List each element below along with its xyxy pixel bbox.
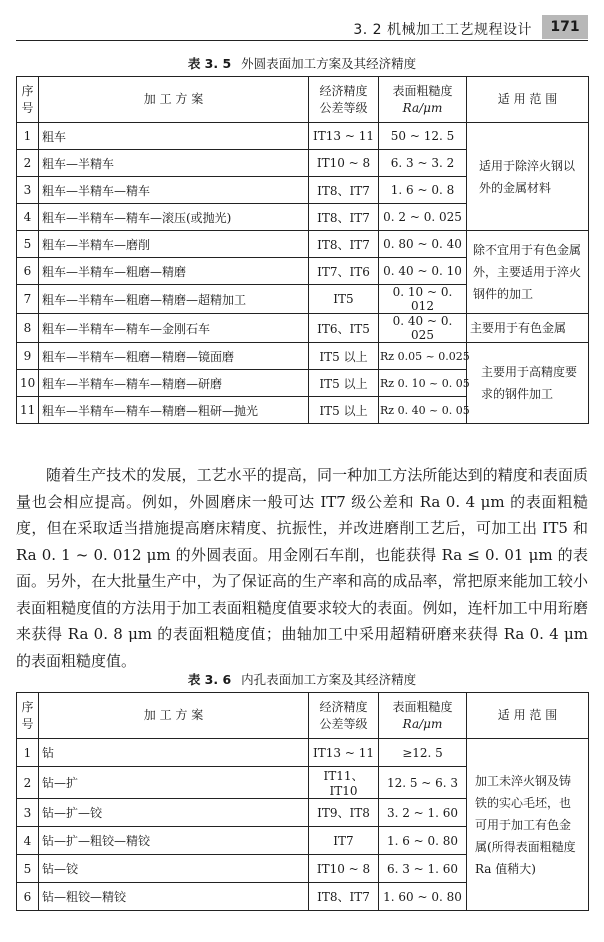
table-caption bbox=[0, 54, 604, 72]
cell-seq: 9 bbox=[17, 343, 39, 370]
cell-grade: IT5 以上 bbox=[309, 397, 379, 424]
cell-roughness: 6. 3 ~ 3. 2 bbox=[379, 150, 467, 177]
cell-seq: 7 bbox=[17, 285, 39, 314]
cell-grade: IT5 bbox=[309, 285, 379, 314]
cell-seq: 6 bbox=[17, 883, 39, 911]
cell-seq: 6 bbox=[17, 258, 39, 285]
cell-roughness: 1. 6 ~ 0. 8 bbox=[379, 177, 467, 204]
cell-seq: 3 bbox=[17, 177, 39, 204]
table-header-row bbox=[17, 77, 589, 123]
cell-seq: 4 bbox=[17, 204, 39, 231]
table-row bbox=[17, 739, 589, 767]
table-outer-surface bbox=[16, 76, 589, 424]
paragraph-text: 随着生产技术的发展，工艺水平的提高，同一种加工方法所能达到的精度和表面质量也会相应提高。例如，外圆磨床一般可达 IT7 级公差和 Ra 0. 4 μm 的表面粗糙度，但在采取适当措施提高磨床精度、抗振性，并改进磨削工艺后，可加工出 IT5 和 Ra 0. 1 ~ 0. 012 μm 的外圆表面。用金刚石车削，也能获得 Ra ≤ 0. 01 μm 的表面。另外，在大批量生产中，为了保证高的生产率和高的成品率，常把原来能加工较小表面粗糙度值的方法用于加工表面粗糙度值要求较大的表面。例如，连杆加工中用珩磨来获得 Ra 0. 8 μm 的表面粗糙度值；曲轴加工中采用超精研磨来获得 Ra 0. 4 μm 的表面粗糙度值。 bbox=[16, 466, 588, 670]
cell-plan: 钻—扩—粗铰—精铰 bbox=[39, 827, 309, 855]
header-plan: 加 工 方 案 bbox=[39, 77, 309, 123]
cell-seq: 11 bbox=[17, 397, 39, 424]
table-number: 表 3. 6 bbox=[187, 672, 232, 687]
cell-roughness: Rz 0. 40 ~ 0. 05 bbox=[379, 397, 467, 424]
cell-scope: 除不宜用于有色金属外，主要适用于淬火钢件的加工 bbox=[467, 231, 589, 314]
header-grade: 经济精度 公差等级 bbox=[309, 77, 379, 123]
cell-roughness: 12. 5 ~ 6. 3 bbox=[379, 767, 467, 799]
cell-plan: 粗车—半精车 bbox=[39, 150, 309, 177]
cell-seq: 10 bbox=[17, 370, 39, 397]
table-number: 表 3. 5 bbox=[187, 56, 232, 71]
cell-roughness: 1. 60 ~ 0. 80 bbox=[379, 883, 467, 911]
table-row bbox=[17, 231, 589, 258]
table-title: 内孔表面加工方案及其经济精度 bbox=[241, 672, 417, 687]
header-seq: 序 号 bbox=[17, 693, 39, 739]
cell-seq: 3 bbox=[17, 799, 39, 827]
cell-scope: 加工未淬火钢及铸铁的实心毛坯，也可用于加工有色金属(所得表面粗糙度 Ra 值稍大) bbox=[467, 739, 589, 911]
table-row bbox=[17, 343, 589, 370]
cell-plan: 粗车—半精车—粗磨—精磨—超精加工 bbox=[39, 285, 309, 314]
cell-grade: IT10 ~ 8 bbox=[309, 150, 379, 177]
header-scope: 适 用 范 围 bbox=[467, 693, 589, 739]
cell-roughness: 6. 3 ~ 1. 60 bbox=[379, 855, 467, 883]
cell-seq: 5 bbox=[17, 855, 39, 883]
cell-grade: IT8、IT7 bbox=[309, 204, 379, 231]
cell-roughness: Rz 0.05 ~ 0.025 bbox=[379, 343, 467, 370]
cell-plan: 钻—铰 bbox=[39, 855, 309, 883]
cell-scope: 主要用于有色金属 bbox=[467, 314, 589, 343]
cell-plan: 粗车—半精车—精车—精磨—粗研—抛光 bbox=[39, 397, 309, 424]
table-row bbox=[17, 314, 589, 343]
cell-seq: 2 bbox=[17, 767, 39, 799]
page-number: 171 bbox=[542, 15, 588, 39]
cell-grade: IT8、IT7 bbox=[309, 177, 379, 204]
table-header-row bbox=[17, 693, 589, 739]
cell-grade: IT5 以上 bbox=[309, 370, 379, 397]
cell-roughness: 0. 10 ~ 0. 012 bbox=[379, 285, 467, 314]
cell-scope: 主要用于高精度要求的钢件加工 bbox=[467, 343, 589, 424]
cell-scope: 适用于除淬火钢以外的金属材料 bbox=[467, 123, 589, 231]
cell-plan: 钻 bbox=[39, 739, 309, 767]
cell-grade: IT9、IT8 bbox=[309, 799, 379, 827]
cell-roughness: 0. 40 ~ 0. 10 bbox=[379, 258, 467, 285]
cell-grade: IT8、IT7 bbox=[309, 883, 379, 911]
cell-grade: IT13 ~ 11 bbox=[309, 123, 379, 150]
body-paragraph bbox=[16, 462, 588, 674]
cell-seq: 5 bbox=[17, 231, 39, 258]
cell-roughness: 0. 40 ~ 0. 025 bbox=[379, 314, 467, 343]
cell-roughness: ≥12. 5 bbox=[379, 739, 467, 767]
table-row bbox=[17, 123, 589, 150]
header-plan: 加 工 方 案 bbox=[39, 693, 309, 739]
table-inner-hole bbox=[16, 692, 589, 911]
header-roughness: 表面粗糙度 Ra/μm bbox=[379, 77, 467, 123]
cell-seq: 1 bbox=[17, 739, 39, 767]
cell-grade: IT13 ~ 11 bbox=[309, 739, 379, 767]
cell-plan: 粗车—半精车—精车—精磨—研磨 bbox=[39, 370, 309, 397]
cell-plan: 粗车 bbox=[39, 123, 309, 150]
cell-roughness: 50 ~ 12. 5 bbox=[379, 123, 467, 150]
cell-roughness: 0. 80 ~ 0. 40 bbox=[379, 231, 467, 258]
cell-grade: IT6、IT5 bbox=[309, 314, 379, 343]
cell-grade: IT8、IT7 bbox=[309, 231, 379, 258]
cell-grade: IT7、IT6 bbox=[309, 258, 379, 285]
cell-plan: 粗车—半精车—精车—滚压(或抛光) bbox=[39, 204, 309, 231]
header-scope: 适 用 范 围 bbox=[467, 77, 589, 123]
cell-plan: 钻—扩—铰 bbox=[39, 799, 309, 827]
header-roughness: 表面粗糙度 Ra/μm bbox=[379, 693, 467, 739]
chapter-title: 3. 2 机械加工工艺规程设计 bbox=[353, 22, 532, 38]
cell-plan: 粗车—半精车—磨削 bbox=[39, 231, 309, 258]
table-caption bbox=[0, 670, 604, 688]
header-grade: 经济精度 公差等级 bbox=[309, 693, 379, 739]
cell-roughness: Rz 0. 10 ~ 0. 05 bbox=[379, 370, 467, 397]
cell-plan: 粗车—半精车—粗磨—精磨—镜面磨 bbox=[39, 343, 309, 370]
cell-seq: 1 bbox=[17, 123, 39, 150]
cell-grade: IT5 以上 bbox=[309, 343, 379, 370]
cell-plan: 钻—粗铰—精铰 bbox=[39, 883, 309, 911]
cell-grade: IT11、IT10 bbox=[309, 767, 379, 799]
cell-plan: 粗车—半精车—粗磨—精磨 bbox=[39, 258, 309, 285]
cell-roughness: 1. 6 ~ 0. 80 bbox=[379, 827, 467, 855]
cell-roughness: 3. 2 ~ 1. 60 bbox=[379, 799, 467, 827]
cell-seq: 4 bbox=[17, 827, 39, 855]
header-seq: 序 号 bbox=[17, 77, 39, 123]
cell-plan: 粗车—半精车—精车 bbox=[39, 177, 309, 204]
cell-plan: 粗车—半精车—精车—金刚石车 bbox=[39, 314, 309, 343]
table-title: 外圆表面加工方案及其经济精度 bbox=[241, 56, 417, 71]
cell-seq: 2 bbox=[17, 150, 39, 177]
cell-grade: IT10 ~ 8 bbox=[309, 855, 379, 883]
cell-grade: IT7 bbox=[309, 827, 379, 855]
cell-plan: 钻—扩 bbox=[39, 767, 309, 799]
cell-roughness: 0. 2 ~ 0. 025 bbox=[379, 204, 467, 231]
running-header bbox=[16, 14, 588, 41]
cell-seq: 8 bbox=[17, 314, 39, 343]
